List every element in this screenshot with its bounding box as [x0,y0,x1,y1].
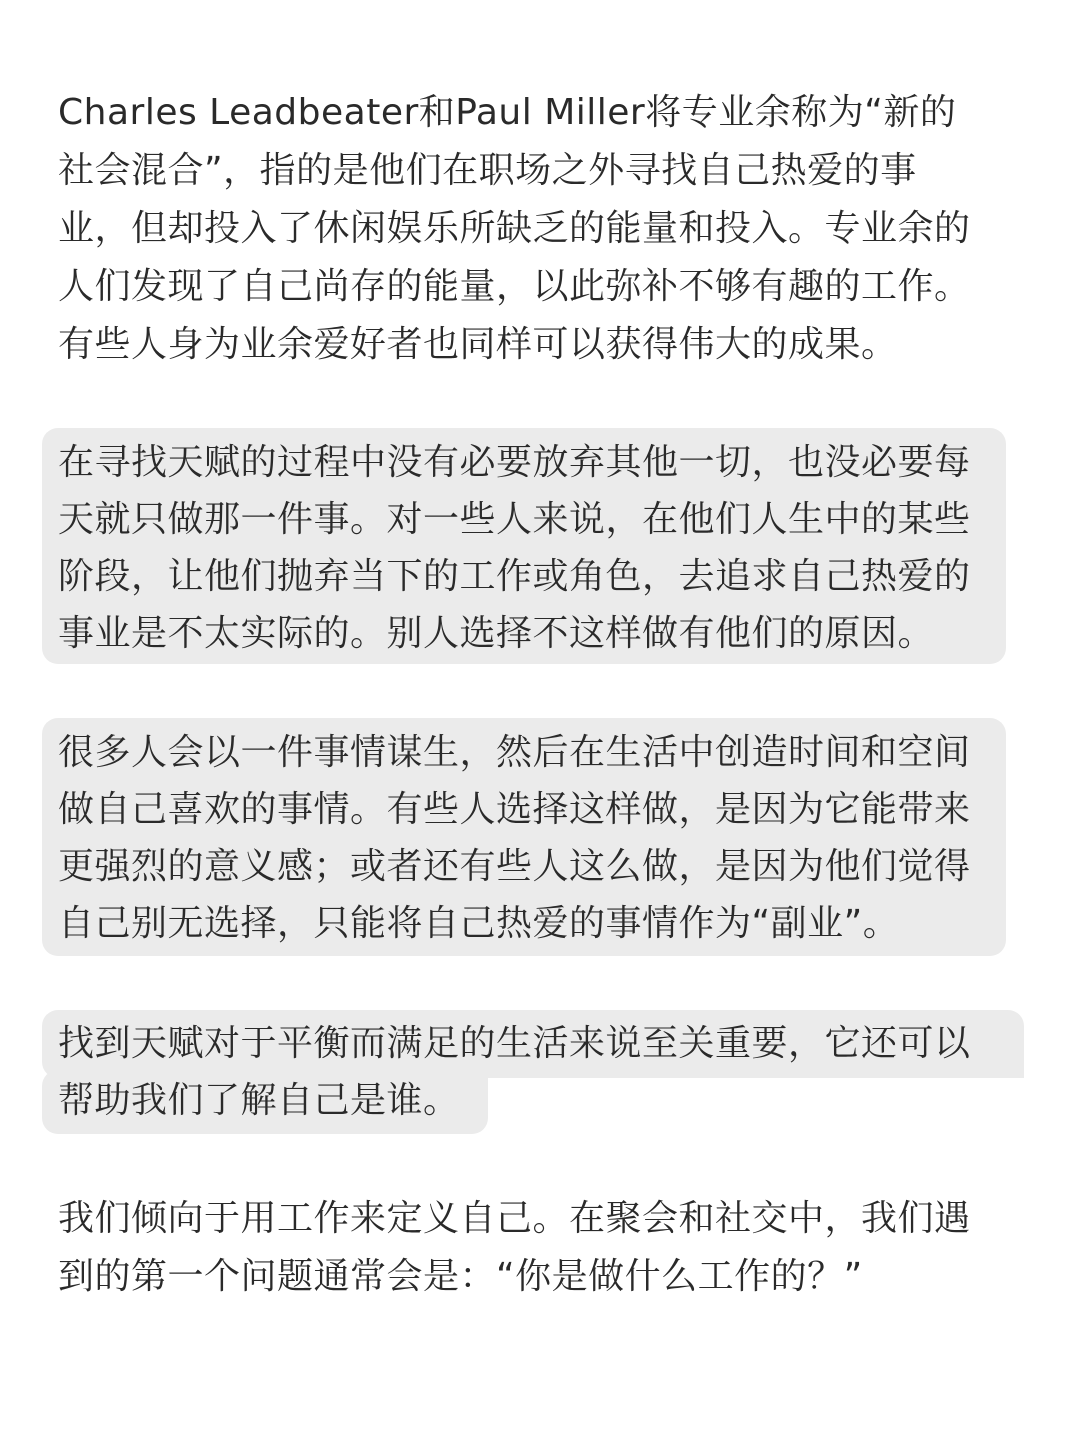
paragraph-intro-line: 社会混合”，指的是他们在职场之外寻找自己热爱的事 [58,150,917,191]
paragraph-balance-line: 帮助我们了解自己是谁。 [58,1080,460,1121]
paragraph-define-by-work-line: 到的第一个问题通常会是：“你是做什么工作的？” [58,1256,863,1297]
paragraph-side-passion-line: 更强烈的意义感；或者还有些人这么做，是因为他们觉得 [58,846,971,887]
paragraph-no-need-line: 事业是不太实际的。别人选择不这样做有他们的原因。 [58,613,935,654]
paragraph-intro-line: Charles Leadbeater和Paul Miller将专业余称为“新的 [58,92,957,133]
paragraph-side-passion-line: 很多人会以一件事情谋生，然后在生活中创造时间和空间 [58,732,971,773]
paragraph-no-need-line: 阶段，让他们抛弃当下的工作或角色，去追求自己热爱的 [58,556,971,597]
paragraph-side-passion-line: 自己别无选择，只能将自己热爱的事情作为“副业”。 [58,903,900,944]
paragraph-balance-line: 找到天赋对于平衡而满足的生活来说至关重要，它还可以 [58,1023,971,1064]
paragraph-no-need-line: 在寻找天赋的过程中没有必要放弃其他一切，也没必要每 [58,442,971,483]
paragraph-intro-line: 业，但却投入了休闲娱乐所缺乏的能量和投入。专业余的 [58,208,971,249]
paragraph-no-need-line: 天就只做那一件事。对一些人来说，在他们人生中的某些 [58,499,971,540]
paragraph-side-passion-line: 做自己喜欢的事情。有些人选择这样做，是因为它能带来 [58,789,971,830]
paragraph-define-by-work-line: 我们倾向于用工作来定义自己。在聚会和社交中，我们遇 [58,1198,971,1239]
paragraph-intro-line: 有些人身为业余爱好者也同样可以获得伟大的成果。 [58,324,898,365]
paragraph-intro-line: 人们发现了自己尚存的能量，以此弥补不够有趣的工作。 [58,266,971,307]
